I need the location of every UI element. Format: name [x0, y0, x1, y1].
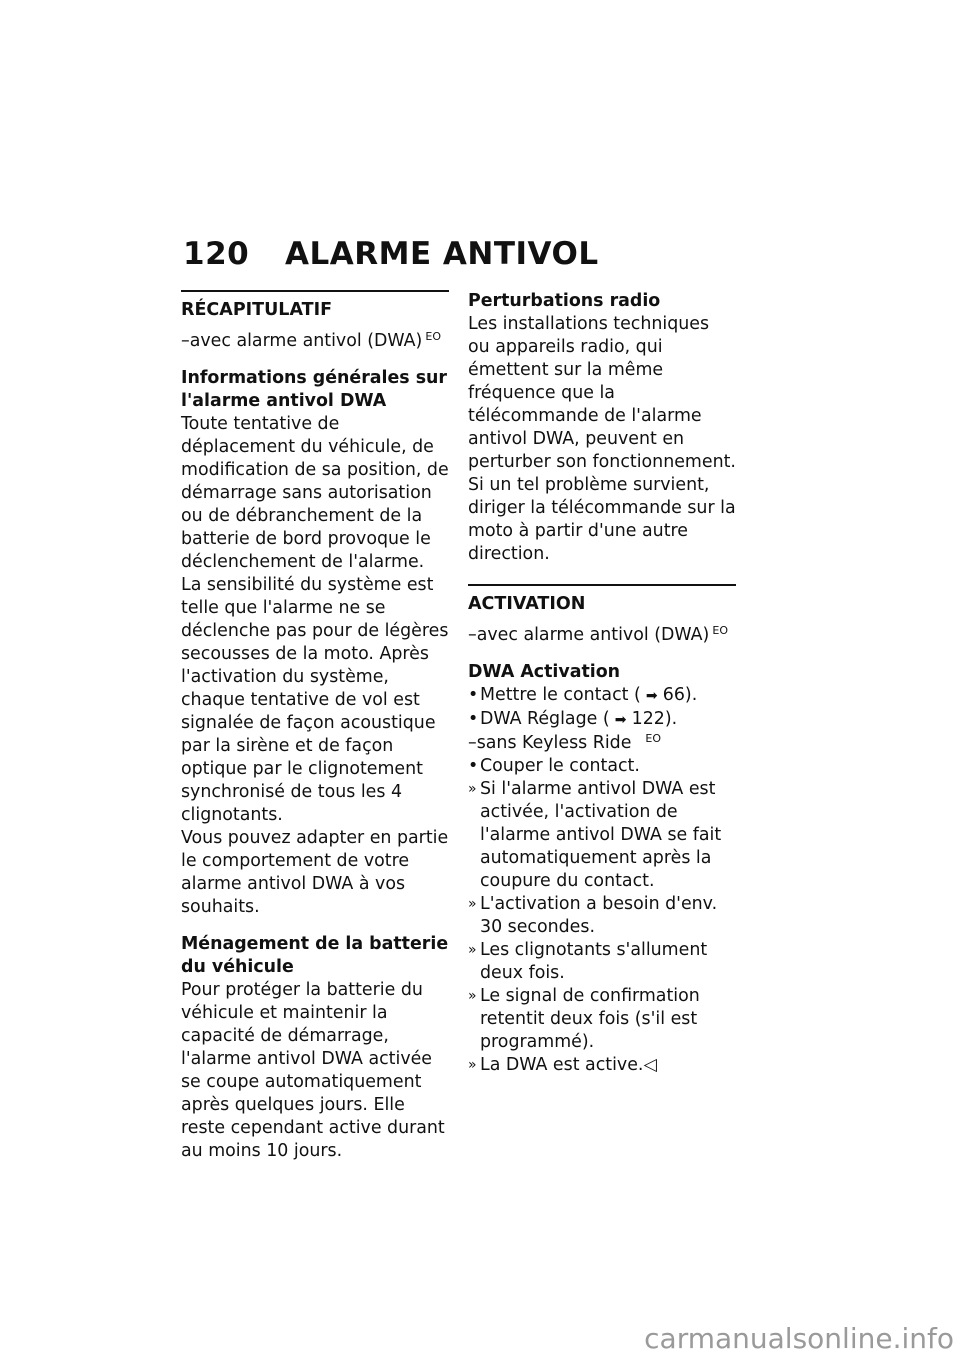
subheading-battery: Ménagement de la batterie du véhicule — [181, 934, 449, 977]
page-reference[interactable]: 122). — [631, 709, 678, 729]
step-item: • Couper le contact. — [468, 756, 640, 776]
page-reference-arrow-icon: ➡ — [614, 712, 627, 728]
option-text: avec alarme antivol (DWA) — [476, 625, 710, 645]
paragraph: Pour protéger la batterie du véhicule et maintenir la capacité de démarrage, l'alarme antivol DWA activée se coupe automatiquement après quelques jours. Elle reste cependant active durant au moins 10 jours. — [181, 980, 445, 1161]
result-item: » Si l'alarme antivol DWA est activée, l'activation de l'alarme antivol DWA se fait automatiquement après la coupure du contact. — [468, 779, 722, 891]
end-mark-icon: ◁ — [643, 1055, 657, 1075]
option-text: avec alarme antivol (DWA) — [189, 331, 423, 351]
bullet-icon: • — [468, 709, 479, 729]
subheading-radio: Perturbations radio — [468, 291, 661, 311]
chapter-title: ALARME ANTIVOL — [285, 236, 599, 272]
result-arrow-icon: » — [468, 1057, 477, 1073]
subheading-general-info: Informations générales sur l'alarme antivol DWA — [181, 368, 448, 411]
result-item: » L'activation a besoin d'env. 30 secondes. — [468, 894, 718, 937]
step-item: • DWA Réglage ( ➡ 122). — [468, 708, 736, 732]
section-rule — [468, 584, 736, 586]
result-item: » Les clignotants s'allument deux fois. — [468, 940, 708, 983]
section-rule — [181, 290, 449, 292]
paragraph: Toute tentative de déplacement du véhicule, de modification de sa position, de démarrage sans autorisation ou de débranchement de la batterie de bord provoque le déclenchement de l'alarme. La sensibilité du système est telle que l'alarme ne se déclenche pas pour de légères secousses de la moto. Après l'activation du système, chaque tentative de vol est signalée de façon acoustique par la sirène et de façon optique par le clignotement synchronisé de tous les 4 clignotants. — [181, 414, 449, 825]
result-arrow-icon: » — [468, 896, 477, 912]
option-line: –sans Keyless Ride EO — [468, 732, 662, 753]
section-title-recap: RÉCAPITULATIF — [181, 300, 333, 320]
result-arrow-icon: » — [468, 988, 477, 1004]
option-line: –avec alarme antivol (DWA) EO — [468, 624, 728, 645]
step-item: • Mettre le contact ( ➡ 66). — [468, 684, 736, 708]
result-arrow-icon: » — [468, 942, 477, 958]
page-number: 120 — [183, 236, 250, 272]
option-code: EO — [425, 330, 441, 343]
section-title-activation: ACTIVATION — [468, 594, 586, 614]
result-item: » La DWA est active.◁ — [468, 1055, 657, 1075]
page-reference-arrow-icon: ➡ — [645, 688, 658, 704]
subheading-dwa-activation: DWA Activation — [468, 662, 621, 682]
option-code: EO — [645, 732, 662, 745]
watermark: carmanualsonline.info — [400, 1316, 960, 1362]
option-code: EO — [712, 624, 728, 637]
option-text: sans Keyless Ride — [476, 733, 632, 753]
bullet-icon: • — [468, 685, 479, 705]
result-arrow-icon: » — [468, 781, 477, 797]
paragraph: Les installations techniques ou appareils radio, qui émettent sur la même fréquence que la télécommande de l'alarme antivol DWA, peuvent en perturber son fonctionnement. Si un tel problème survient, diriger la télécommande sur la moto à partir d'une autre direction. — [468, 314, 736, 564]
paragraph: Vous pouvez adapter en partie le comportement de votre alarme antivol DWA à vos souhaits. — [181, 828, 449, 917]
result-item: » Le signal de confirmation retentit deux fois (s'il est programmé). — [468, 986, 700, 1052]
page-header — [183, 236, 599, 272]
right-column — [468, 290, 736, 1077]
left-column — [181, 290, 449, 1163]
option-line: –avec alarme antivol (DWA) EO — [181, 330, 441, 351]
page-reference[interactable]: 66). — [662, 685, 698, 705]
bullet-icon: • — [468, 756, 479, 776]
